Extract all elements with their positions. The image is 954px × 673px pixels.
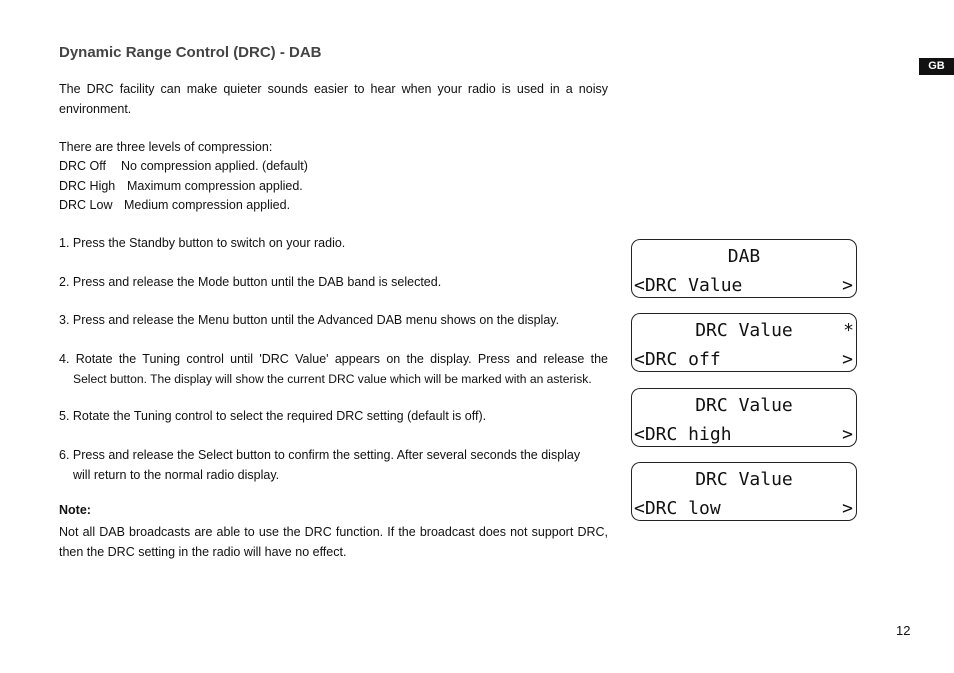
note-title: Note: (59, 503, 91, 517)
lcd-display-drc-high (631, 388, 857, 447)
step-6-continuation: will return to the normal radio display. (73, 467, 280, 482)
level-item (59, 177, 303, 197)
step-5: 5. Rotate the Tuning control to select the required DRC setting (default is off). (59, 409, 487, 423)
lcd-line-1: DAB (727, 246, 761, 267)
level-item (59, 196, 290, 216)
step-6-line: 6. Press and release the Select button to confirm the setting. After several seconds the display (59, 448, 581, 462)
lcd-arrow: > (842, 498, 853, 519)
step-2: 2. Press and release the Mode button until the DAB band is selected. (59, 275, 442, 289)
lcd-line-2: <DRC Value (634, 275, 743, 296)
level-desc: Medium compression applied. (124, 198, 291, 212)
lcd-line-1: DRC Value (695, 469, 793, 490)
lcd-asterisk: * (843, 320, 854, 341)
note-text: Not all DAB broadcasts are able to use the DRC function. If the broadcast does not support DRC, then the DRC setting in the radio will have no effect. (59, 525, 608, 559)
lcd-arrow: > (842, 275, 853, 296)
lcd-display-drc-low (631, 462, 857, 521)
page-title: Dynamic Range Control (DRC) - DAB (59, 44, 322, 61)
lcd-line-1: DRC Value (695, 320, 793, 341)
step-4-line: 4. Rotate the Tuning control until 'DRC Value' appears on the display. Press and release the (59, 352, 608, 366)
lcd-line-2: <DRC off (634, 349, 721, 370)
step-6 (59, 446, 608, 485)
page-number: 12 (896, 623, 911, 638)
level-desc: No compression applied. (default) (121, 159, 308, 173)
step-1: 1. Press the Standby button to switch on your radio. (59, 236, 346, 250)
intro-paragraph: The DRC facility can make quieter sounds easier to hear when your radio is used in a noisy environment. (59, 82, 608, 116)
lcd-display-dab (631, 239, 857, 298)
level-desc: Maximum compression applied. (127, 179, 303, 193)
step-4 (59, 350, 608, 389)
lcd-arrow: > (842, 349, 853, 370)
levels-heading: There are three levels of compression: (59, 140, 273, 154)
level-term: DRC Off (59, 159, 106, 173)
level-item (59, 157, 308, 177)
lcd-line-2: <DRC low (634, 498, 721, 519)
language-badge: GB (919, 58, 954, 75)
step-4-continuation: Select button. The display will show the current DRC value which will be marked with an asterisk. (73, 371, 592, 386)
lcd-line-2: <DRC high (634, 424, 732, 445)
lcd-line-1: DRC Value (695, 395, 793, 416)
step-3: 3. Press and release the Menu button until the Advanced DAB menu shows on the display. (59, 313, 560, 327)
lcd-display-drc-off (631, 313, 857, 372)
level-term: DRC Low (59, 198, 113, 212)
lcd-arrow: > (842, 424, 853, 445)
level-term: DRC High (59, 179, 116, 193)
